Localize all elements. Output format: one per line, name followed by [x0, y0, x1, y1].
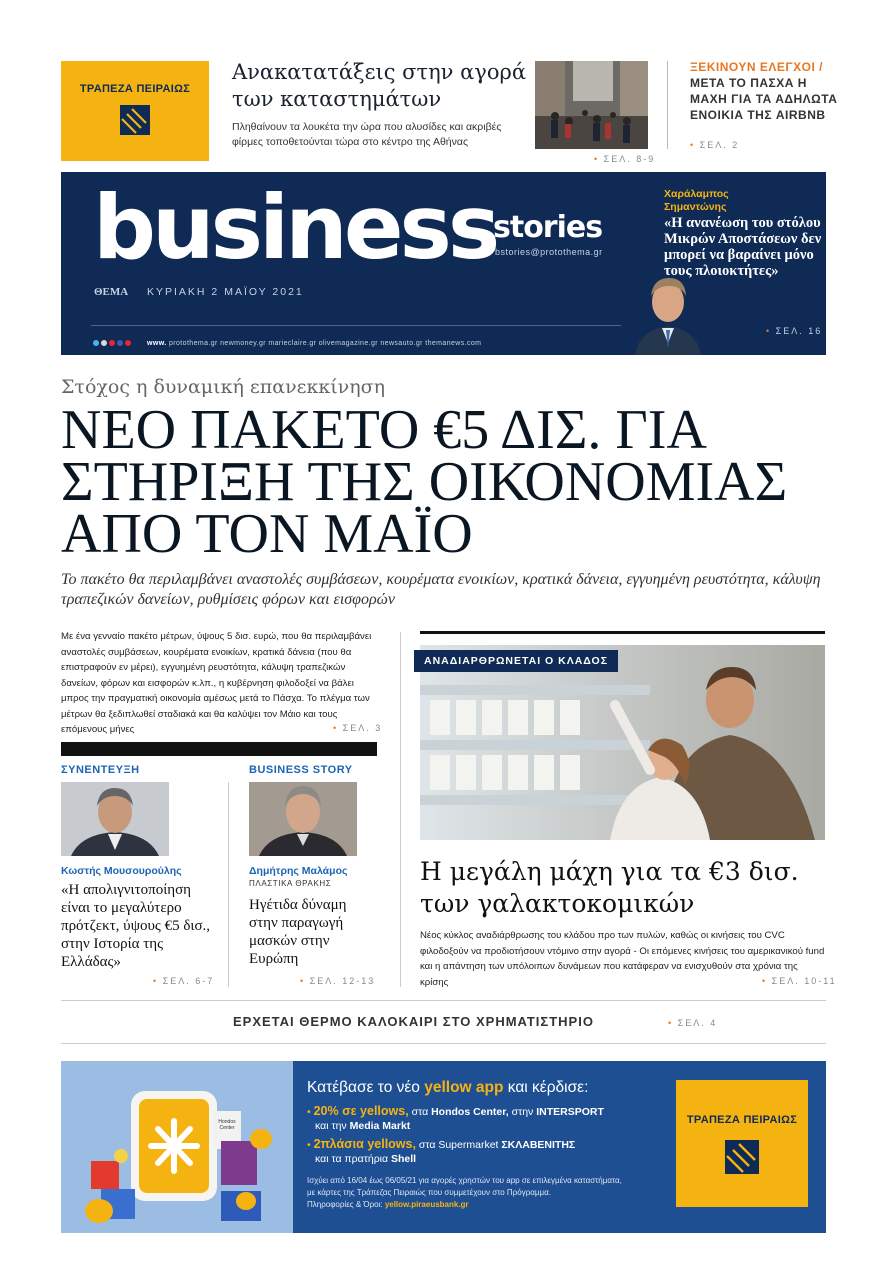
ad-box-brand: Hondos Center: [218, 1119, 236, 1131]
youtube-icon[interactable]: [109, 340, 115, 346]
dairy-tag: ΑΝΑΔΙΑΡΘΡΩΝΕΤΑΙ Ο ΚΛΑΔΟΣ: [414, 650, 618, 672]
story-name: Δημήτρης Μαλάμος: [249, 865, 348, 877]
ad-b2-store: ΣΚΛΑΒΕΝΙΤΗΣ: [501, 1139, 576, 1151]
main-deck: Το πακέτο θα περιλαμβάνει αναστολές συμβάσεων, κουρέματα ενοικίων, κρατικά δάνεια, εγγυημένη ρευστότητα, κάλυψη τραπεζικών δανείων, ρυθμίσεις φόρων και εισφορών: [61, 571, 821, 608]
websites-prefix: www.: [147, 340, 167, 347]
ad-b1-line2-store: Media Markt: [349, 1120, 411, 1132]
dairy-body: Νέος κύκλος αναδιάρθρωσης του κλάδου προ των πυλών, καθώς οι κινήσεις του CVC φιλοδοξούν να προδιοτήσουν ντόμινο στην αγορά - Οι επόμενες κινήσεις του αμερικανικού fund και η απάντηση των υπόλοιπων δυνάμεων που κατάφεραν να ενισχυθούν στα χρόνια της κρίσης: [420, 930, 825, 988]
interview-name: Κωστής Μουσουρούλης: [61, 865, 182, 877]
ad-b2-highlight: 2πλάσια yellows,: [313, 1137, 416, 1151]
main-body: Με ένα γενναίο πακέτο μέτρων, ύψους 5 δισ. ευρώ, που θα περιλαμβάνει αναστολές συμβάσεων, κουρέματα ενοικίων, κρατικά δάνεια (που θα επιστραφούν εν μέρει), εγγυημένη ρευστότητα, κάλυψη τραπεζικών δανείων, φόρων και εισφορών κ.λπ., η κυβέρνηση φιλοδοξεί να βάλει μπρος την πραγματική οικονομία αμέσως μετά το Πάσχα. Το πλέγμα των μέτρων θα ξεδιπλωθεί σταδιακά και θα καλύψει τον Μάιο και τους επόμενους μήνες: [61, 631, 372, 735]
main-kicker: Στόχος η δυναμική επανεκκίνηση: [61, 376, 385, 398]
bank-logo-ad[interactable]: [676, 1080, 808, 1207]
portrait-malamos: [249, 782, 357, 856]
logo-email: bstories@protothema.gr: [495, 247, 603, 257]
dairy-headline[interactable]: Η μεγάλη μάχη για τα €3 δισ. των γαλακτοκομικών: [420, 857, 799, 918]
twitter-icon[interactable]: [93, 340, 99, 346]
ad-b2-text: στα Supermarket: [415, 1139, 502, 1151]
street-photo: [535, 61, 648, 149]
ad-title-post: και κέρδισε:: [503, 1079, 589, 1096]
interview-quote[interactable]: «Η απολιγνιτοποίηση είναι το μεγαλύτερο πρότζεκτ, ύψους €5 δισ., στην Ιστορία της Ελλάδας»: [61, 882, 211, 970]
ad-b1-store2: INTERSPORT: [536, 1106, 604, 1118]
right-headline-text: ΜΕΤΑ ΤΟ ΠΑΣΧΑ Η ΜΑΧΗ ΓΙΑ ΤΑ ΑΔΗΛΩΤΑ ΕΝΟΙΚΙΑ ΤΗΣ AIRBNB: [690, 76, 838, 122]
bank-logo-ad-icon: [725, 1140, 759, 1174]
yellow-app-ad[interactable]: [61, 1061, 826, 1233]
ad-illustration: [61, 1061, 293, 1233]
main-page-ref: • ΣΕΛ. 3: [333, 723, 383, 733]
strip-page-ref: • ΣΕΛ. 4: [668, 1018, 718, 1028]
main-headline[interactable]: ΝΕΟ ΠΑΚΕΤΟ €5 ΔΙΣ. ΓΙΑ ΣΤΗΡΙΞΗ ΤΗΣ ΟΙΚΟΝΟΜΙΑΣ ΑΠΟ ΤΟΝ ΜΑΪΟ: [61, 399, 788, 565]
ad-b1-text2: στην: [508, 1106, 537, 1118]
interview-label: ΣΥΝΕΝΤΕΥΞΗ: [61, 764, 140, 776]
interview-quote[interactable]: «Η ανανέωση του στόλου Μικρών Αποστάσεων δεν μπορεί να βαραίνει μόνο τους πλοιοκτήτες»: [664, 215, 822, 279]
interview-name: Χαράλαμπος Σημαντώνης: [664, 188, 729, 213]
bank-logo-top[interactable]: [61, 61, 209, 161]
right-headline[interactable]: [690, 59, 840, 123]
ad-bullet-2: • 2πλάσια yellows, στα Supermarket ΣΚΛΑΒΕΝΙΤΗΣ και τα πρατήρια Shell: [307, 1137, 576, 1165]
pinterest-icon[interactable]: [125, 340, 131, 346]
facebook-icon[interactable]: [117, 340, 123, 346]
story-company: ΠΛΑΣΤΙΚΑ ΘΡΑΚΗΣ: [249, 879, 332, 888]
ad-title: [307, 1079, 588, 1097]
masthead-page-ref: • ΣΕΛ. 16: [766, 326, 823, 336]
logo-business[interactable]: business: [93, 176, 497, 279]
ad-fine-2: με κάρτες της Τράπεζας Πειραιώς που συμμετέχουν στο Πρόγραμμα.: [307, 1188, 551, 1197]
story-page-ref: • ΣΕΛ. 12-13: [300, 976, 376, 986]
dairy-photo: [420, 645, 825, 840]
top-divider: [667, 61, 668, 149]
instagram-icon[interactable]: [101, 340, 107, 346]
strip-bottom-rule: [61, 1043, 826, 1044]
masthead: [61, 172, 826, 355]
websites: [147, 340, 481, 347]
section-bar: [61, 742, 377, 756]
portrait-simantonis: [633, 268, 703, 355]
ad-b1-store1: Hondos Center,: [431, 1106, 509, 1118]
masthead-rule: [91, 325, 621, 326]
ad-title-highlight: yellow app: [424, 1079, 504, 1096]
bank-logo-icon: [120, 105, 150, 135]
masthead-date: ΚΥΡΙΑΚΗ 2 ΜΑΪΟΥ 2021: [147, 286, 304, 298]
dairy-page-ref: • ΣΕΛ. 10-11: [762, 976, 837, 986]
ad-fine-3-pre: Πληροφορίες & Όροι:: [307, 1200, 385, 1209]
logo-stories: stories: [493, 210, 603, 245]
strip-headline[interactable]: ΕΡΧΕΤΑΙ ΘΕΡΜΟ ΚΑΛΟΚΑΙΡΙ ΣΤΟ ΧΡΗΜΑΤΙΣΤΗΡΙΟ: [233, 1014, 594, 1029]
dairy-top-rule: [420, 631, 825, 634]
websites-list: protothema.gr newmoney.gr marieclaire.gr olivemagazine.gr newsauto.gr themanews.com: [168, 340, 482, 347]
ad-b1-line2-pre: και την: [315, 1120, 350, 1132]
mid-vrule: [228, 782, 229, 987]
ad-b1-highlight: 20% σε yellows,: [313, 1104, 409, 1118]
strip-top-rule: [61, 1000, 826, 1001]
top-subtext: Πληθαίνουν τα λουκέτα την ώρα που αλυσίδες και ακριβές φίρμες τοποθετούνται τώρα στο κέντρο της Αθήνας: [232, 121, 502, 148]
right-page-ref: • ΣΕΛ. 2: [690, 140, 740, 150]
ad-fineprint: [307, 1175, 622, 1211]
top-page-ref: • ΣΕΛ. 8-9: [594, 154, 656, 164]
portrait-mousouroulis: [61, 782, 169, 856]
ad-title-pre: Κατέβασε το νέο: [307, 1079, 425, 1096]
story-headline[interactable]: Ηγέτιδα δύναμη στην παραγωγή μασκών στην Ευρώπη: [249, 897, 347, 967]
bank-logo-text: ΤΡΑΠΕΖΑ ΠΕΙΡΑΙΩΣ: [79, 83, 191, 95]
brand-thema: ΘΕΜΑ: [94, 286, 129, 298]
ad-b1-text1: στα: [408, 1106, 432, 1118]
ad-b2-line2-pre: και τα πρατήρια: [315, 1153, 391, 1165]
bank-logo-ad-text: ΤΡΑΠΕΖΑ ΠΕΙΡΑΙΩΣ: [686, 1114, 798, 1126]
center-vrule: [400, 632, 401, 987]
story-label: BUSINESS STORY: [249, 764, 353, 776]
top-headline[interactable]: Ανακατατάξεις στην αγορά των καταστημάτων: [232, 60, 527, 111]
interview-page-ref: • ΣΕΛ. 6-7: [153, 976, 215, 986]
ad-b2-line2-store: Shell: [391, 1153, 417, 1165]
ad-fine-1: Ισχύει από 16/04 έως 06/05/21 για αγορές χρηστών του app σε επιλεγμένα καταστήματα,: [307, 1176, 622, 1185]
ad-fine-3-link[interactable]: yellow.piraeusbank.gr: [384, 1200, 469, 1209]
right-headline-accent: ΞΕΚΙΝΟΥΝ ΕΛΕΓΧΟΙ /: [690, 60, 823, 74]
social-icons: [93, 340, 131, 346]
ad-bullet-1: • 20% σε yellows, στα Hondos Center, στην INTERSPORT και την Media Markt: [307, 1104, 604, 1132]
